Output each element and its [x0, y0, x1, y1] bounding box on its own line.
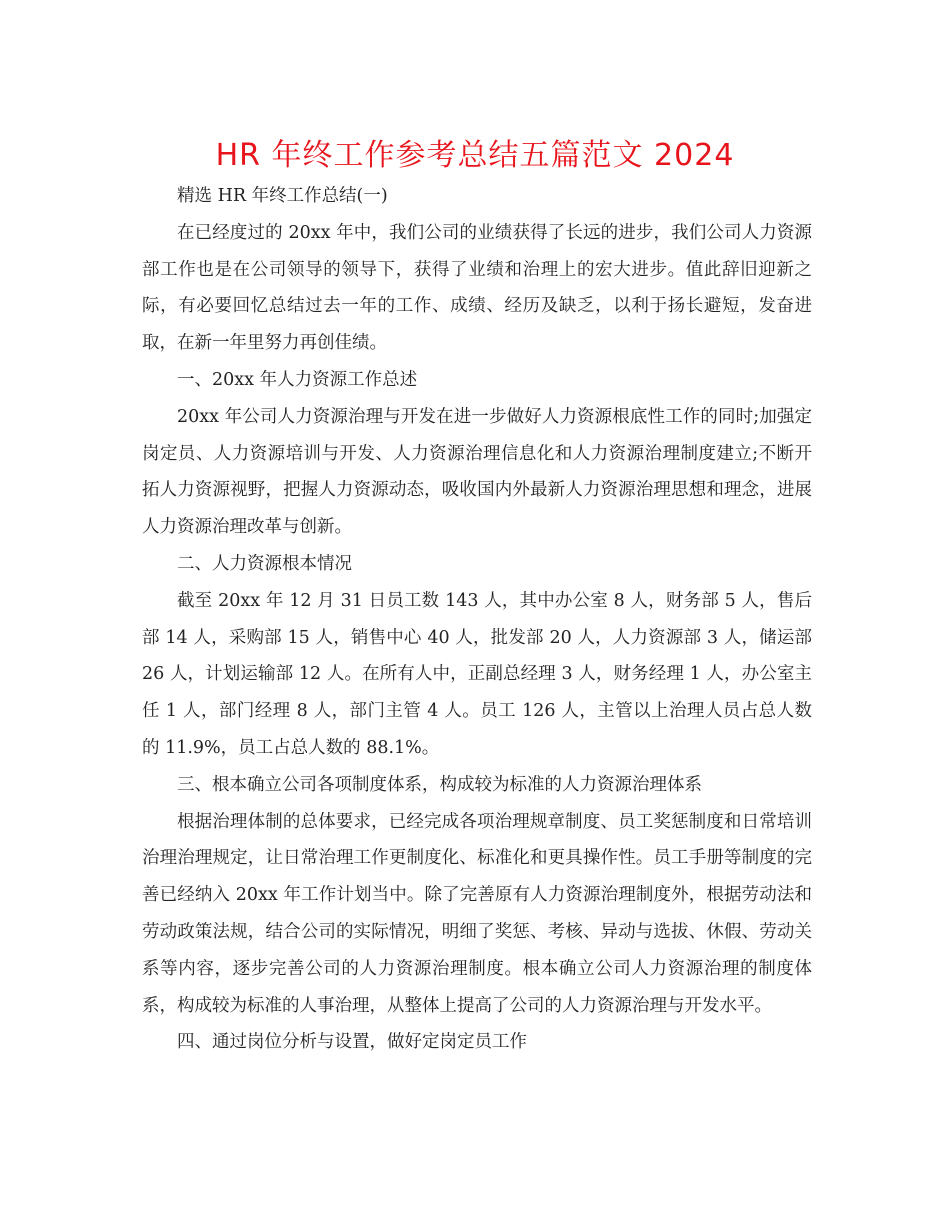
paragraph-section-2: 截至 20xx 年 12 月 31 日员工数 143 人，其中办公室 8 人，财务部 5 人，售后部 14 人，采购部 15 人，销售中心 40 人，批发部 20 人，人力资源部 3 人，储运部 26 人，计划运输部 12 人。在所有人中，正副总经理 3 人，财务经理 1 人，办公室主任 1 人，部门经理 8 人，部门主管 4 人。员工 126 人，主管以上治理人员占总人数的 11.9%，员工占总人数的 88.1%。 — [142, 590, 812, 758]
paragraph-section-1: 20xx 年公司人力资源治理与开发在进一步做好人力资源根底性工作的同时;加强定岗定员、人力资源培训与开发、人力资源治理信息化和人力资源治理制度建立;不断开拓人力资源视野，把握人力资源动态，吸收国内外最新人力资源治理思想和理念，进展人力资源治理改革与创新。 — [142, 406, 812, 538]
section-heading-3: 三、根本确立公司各项制度体系，构成较为标准的人力资源治理体系 — [177, 774, 702, 795]
section-heading-4: 四、通过岗位分析与设置，做好定岗定员工作 — [177, 1032, 527, 1053]
section-heading-1: 一、20xx 年人力资源工作总述 — [177, 369, 418, 390]
document-body — [142, 178, 812, 1061]
paragraph-section-3: 根据治理体制的总体要求，已经完成各项治理规章制度、员工奖惩制度和日常培训治理治理规定，让日常治理工作更制度化、标准化和更具操作性。员工手册等制度的完善已经纳入 20xx 年工作计划当中。除了完善原有人力资源治理制度外，根据劳动法和劳动政策法规，结合公司的实际情况，明细了奖惩、考核、异动与选拔、休假、劳动关系等内容，逐步完善公司的人力资源治理制度。根本确立公司人力资源治理的制度体系，构成较为标准的人事治理，从整体上提高了公司的人力资源治理与开发水平。 — [142, 811, 812, 1016]
document-title: HR 年终工作参考总结五篇范文 2024 — [215, 138, 735, 173]
section-heading-2: 二、人力资源根本情况 — [177, 553, 352, 574]
paragraph-heading-part-one: 精选 HR 年终工作总结(一) — [177, 186, 388, 206]
paragraph-intro: 在已经度过的 20xx 年中，我们公司的业绩获得了长远的进步，我们公司人力资源部工作也是在公司领导的领导下，获得了业绩和治理上的宏大进步。值此辞旧迎新之际，有必要回忆总结过去一年的工作、成绩、经历及缺乏，以利于扬长避短，发奋进取，在新一年里努力再创佳绩。 — [142, 222, 812, 354]
